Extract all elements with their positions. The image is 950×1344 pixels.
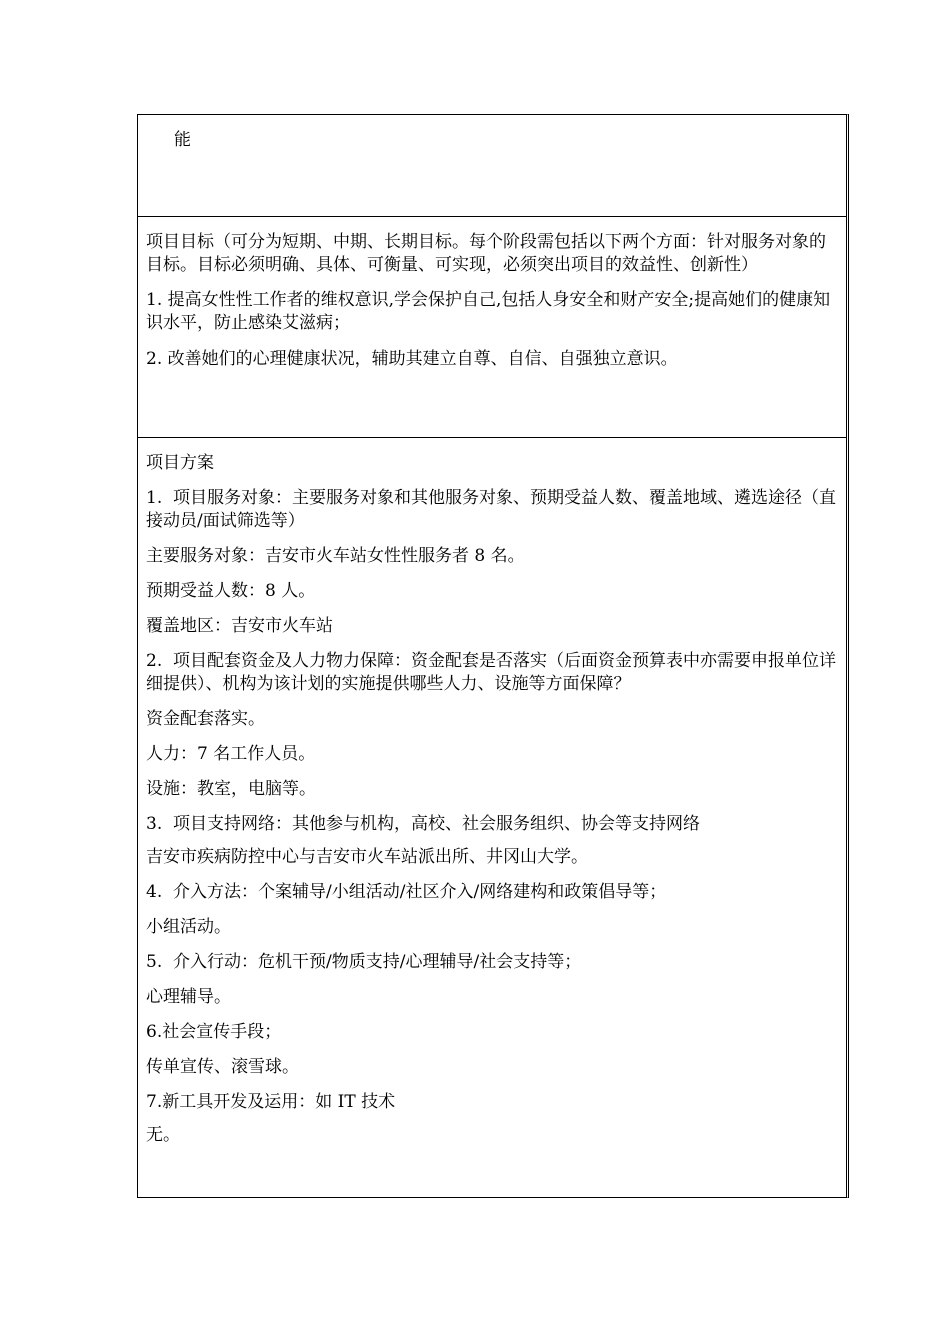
goals-list: [146, 289, 838, 371]
table-cell-project-goals: [138, 217, 846, 438]
plan-line: 心理辅导。: [146, 987, 231, 1007]
plan-line: 无。: [146, 1125, 180, 1145]
plan-line: 7.新工具开发及运用：如 IT 技术: [146, 1092, 396, 1112]
plan-line: 小组活动。: [146, 917, 231, 937]
plan-line: 4. 介入方法：个案辅导/小组活动/社区介入/网络建构和政策倡导等；: [146, 882, 667, 902]
plan-line: 6.社会宣传手段；: [146, 1022, 282, 1042]
plan-line: 主要服务对象：吉安市火车站女性性服务者 8 名。: [146, 546, 525, 566]
plan-line: 设施：教室，电脑等。: [146, 779, 316, 799]
goals-heading: [146, 231, 838, 277]
plan-line: 资金配套落实。: [146, 709, 265, 729]
table-cell-project-plan: [138, 438, 846, 1197]
plan-line: 5. 介入行动：危机干预/物质支持/心理辅导/社会支持等；: [146, 952, 582, 972]
form-table: [137, 114, 849, 1198]
plan-heading: 项目方案: [146, 453, 214, 473]
plan-line: 2. 项目配套资金及人力物力保障：资金配套是否落实（后面资金预算表中亦需要申报单位详细提供）、机构为该计划的实施提供哪些人力、设施等方面保障？: [146, 651, 837, 694]
cell-text: 能: [174, 130, 191, 150]
goals-heading-lead: 项目目标: [146, 232, 214, 252]
table-cell-ability: [138, 115, 846, 217]
plan-line: 预期受益人数：8 人。: [146, 581, 316, 601]
list-item: 2. 改善她们的心理健康状况，辅助其建立自尊、自信、自强独立意识。: [146, 349, 678, 369]
list-item: 1. 提高女性性工作者的维权意识,学会保护自己,包括人身安全和财产安全;提高她们的健康知识水平，防止感染艾滋病；: [146, 290, 831, 333]
plan-line: 人力：7 名工作人员。: [146, 744, 316, 764]
plan-line: 1. 项目服务对象：主要服务对象和其他服务对象、预期受益人数、覆盖地域、遴选途径（直接动员/面试筛选等）: [146, 488, 837, 531]
plan-line: 3. 项目支持网络：其他参与机构，高校、社会服务组织、协会等支持网络: [146, 814, 701, 834]
plan-line: 覆盖地区：吉安市火车站: [146, 616, 333, 636]
goals-heading-rest: （可分为短期、中期、长期目标。每个阶段需包括以下两个方面：针对服务对象的目标。目标必须明确、具体、可衡量、可实现，必须突出项目的效益性、创新性）: [146, 232, 826, 275]
plan-line: 吉安市疾病防控中心与吉安市火车站派出所、井冈山大学。: [146, 847, 588, 867]
plan-line: 传单宣传、滚雪球。: [146, 1057, 299, 1077]
